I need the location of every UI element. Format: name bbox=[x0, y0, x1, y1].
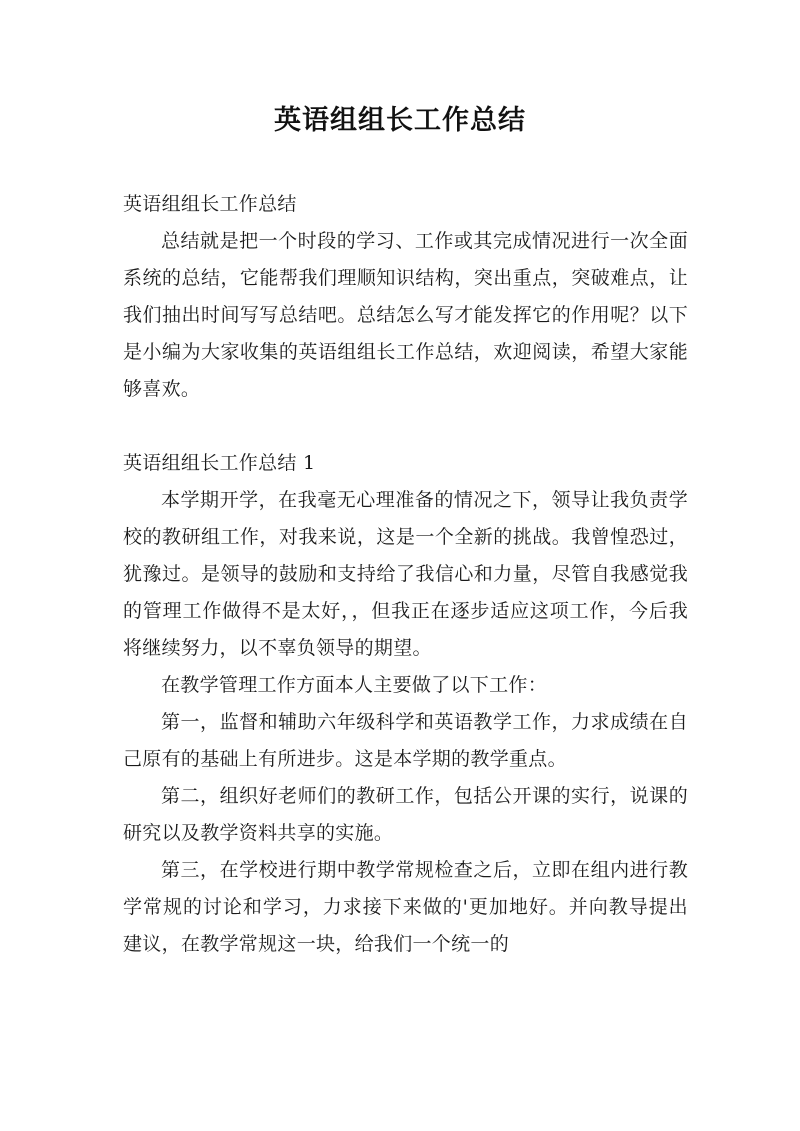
document-title: 英语组组长工作总结 bbox=[274, 105, 526, 136]
section1-paragraph: 第二，组织好老师们的教研工作，包括公开课的实行，说课的研究以及教学资料共享的实施。 bbox=[123, 785, 688, 844]
section1-paragraph: 第三，在学校进行期中教学常规检查之后，立即在组内进行教学常规的讨论和学习，力求接下来做的'更加地好。并向教导提出建议，在教学常规这一块，给我们一个统一的 bbox=[123, 859, 688, 955]
section-spacer bbox=[123, 408, 688, 445]
intro-heading: 英语组组长工作总结 bbox=[123, 193, 297, 215]
section1-paragraph: 第一，监督和辅助六年级科学和英语教学工作，力求成绩在自己原有的基础上有所进步。这是本学期的教学重点。 bbox=[123, 711, 688, 770]
section1-heading: 英语组组长工作总结 1 bbox=[123, 452, 316, 474]
document-body bbox=[123, 186, 688, 963]
intro-paragraph: 总结就是把一个时段的学习、工作或其完成情况进行一次全面系统的总结，它能帮我们理顺知识结构，突出重点，突破难点，让我们抽出时间写写总结吧。总结怎么写才能发挥它的作用呢？以下是小编为大家收集的英语组组长工作总结，欢迎阅读，希望大家能够喜欢。 bbox=[123, 230, 688, 400]
section1-paragraph: 在教学管理工作方面本人主要做了以下工作： bbox=[161, 674, 548, 696]
section1-paragraph: 本学期开学，在我毫无心理准备的情况之下，领导让我负责学校的教研组工作，对我来说，这是一个全新的挑战。我曾惶恐过，犹豫过。是领导的鼓励和支持给了我信心和力量，尽管自我感觉我的管理工作做得不是太好，，但我正在逐步适应这项工作，今后我将继续努力，以不辜负领导的期望。 bbox=[123, 489, 688, 659]
